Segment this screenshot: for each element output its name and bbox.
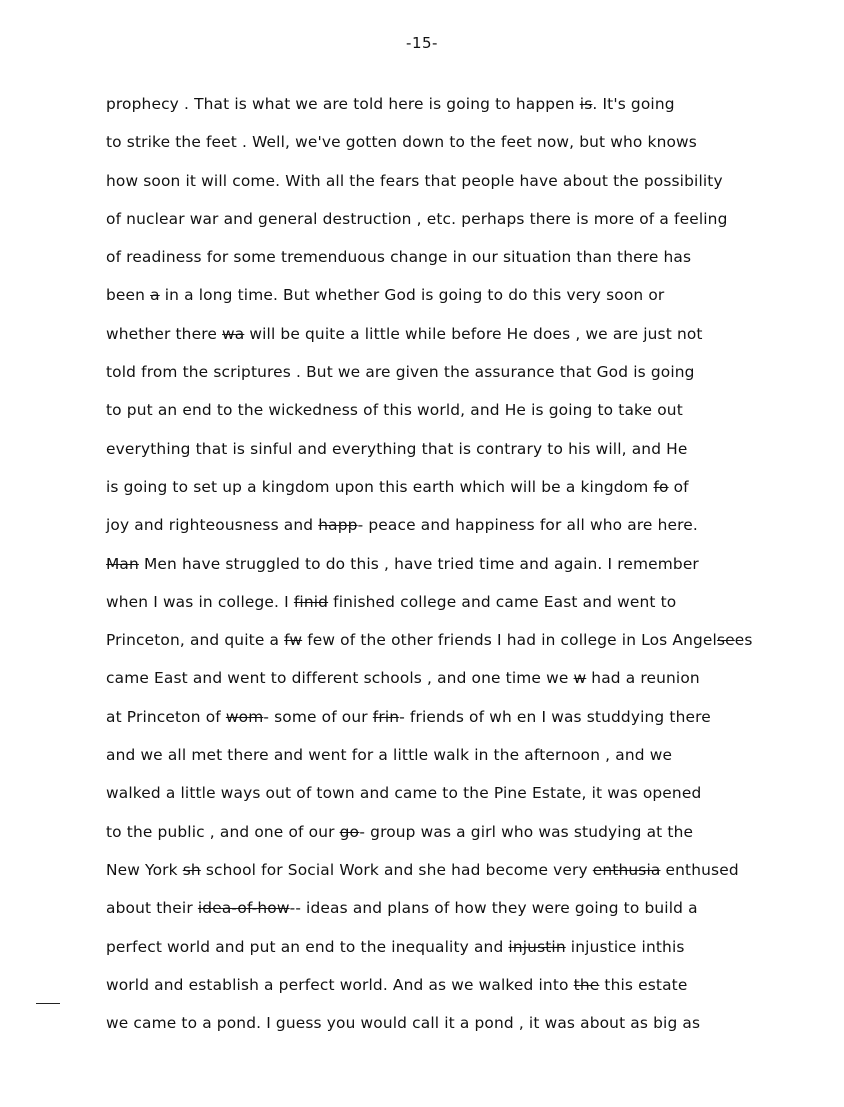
page-number: -15- [406, 34, 438, 52]
line-text: enthused [660, 860, 739, 879]
line-text: - friends of wh en I was studdying there [399, 707, 711, 726]
line-text: had a reunion [586, 669, 700, 688]
line-text: when I was in college. I [106, 592, 294, 611]
text-line [106, 743, 806, 781]
line-text: is going to set up a kingdom upon this earth which will be a kingdom [106, 477, 654, 496]
text-line [106, 1011, 806, 1049]
text-line [106, 973, 806, 1011]
line-text: school for Social Work and she had become very [200, 860, 593, 879]
line-text: walked a little ways out of town and came to the Pine Estate, it was opened [106, 784, 702, 803]
line-text: es [734, 631, 753, 650]
line-text: this estate [599, 975, 688, 994]
line-text: world and establish a perfect world. And as we walked into [106, 975, 574, 994]
text-line [106, 552, 806, 590]
line-text: told from the scriptures . But we are given the assurance that God is going [106, 363, 695, 382]
line-text: to strike the feet . Well, we've gotten down to the feet now, but who knows [106, 133, 697, 152]
line-text: how soon it will come. With all the fears that people have about the possibility [106, 171, 723, 190]
line-text: - peace and happiness for all who are here. [357, 516, 698, 535]
line-text: prophecy . That is what we are told here is going to happen [106, 95, 580, 113]
line-text: . It's going [592, 95, 675, 113]
text-line [106, 322, 806, 360]
line-text: - some of our [263, 707, 373, 726]
line-text: Men have struggled to do this , have tried time and again. I remember [138, 554, 699, 573]
struck-text: wom [225, 707, 264, 726]
line-text: to the public , and one of our [106, 822, 340, 841]
text-line [106, 781, 806, 819]
line-text: few of the other friends I had in college in Los Angel [302, 631, 717, 650]
struck-text: Man [106, 554, 139, 573]
margin-mark [36, 1003, 60, 1004]
text-line [106, 590, 806, 628]
struck-text: is [579, 95, 593, 113]
transcript-body [106, 92, 806, 1049]
struck-text: wa [222, 324, 245, 343]
line-text: injustice inthis [565, 937, 685, 956]
struck-text: fo [653, 477, 669, 496]
line-text: everything that is sinful and everything that is contrary to his will, and He [106, 439, 688, 458]
line-text: -- ideas and plans of how they were going to build a [289, 899, 698, 918]
text-line [106, 283, 806, 321]
struck-text: sh [182, 860, 201, 879]
struck-text: happ [318, 516, 358, 535]
struck-text: enthusia [592, 860, 661, 879]
text-line [106, 858, 806, 896]
text-line [106, 130, 806, 168]
line-text: came East and went to different schools , and one time we [106, 669, 574, 688]
text-line [106, 705, 806, 743]
line-text: to put an end to the wickedness of this world, and He is going to take out [106, 401, 683, 420]
text-line [106, 513, 806, 551]
text-line [106, 628, 806, 666]
line-text: at Princeton of [106, 707, 226, 726]
line-text: about their [106, 899, 198, 918]
line-text: will be quite a little while before He does , we are just not [244, 324, 703, 343]
line-text: of [668, 477, 689, 496]
struck-text: frin [372, 707, 400, 726]
struck-text: the [573, 975, 600, 994]
text-line [106, 935, 806, 973]
struck-text: a [150, 286, 160, 305]
line-text: joy and righteousness and [106, 516, 319, 535]
struck-text: fw [284, 631, 303, 650]
text-line [106, 820, 806, 858]
line-text: finished college and came East and went to [328, 592, 677, 611]
line-text: been [106, 286, 151, 305]
line-text: perfect world and put an end to the inequality and [106, 937, 509, 956]
text-line [106, 169, 806, 207]
struck-text: se [716, 631, 735, 650]
text-line [106, 475, 806, 513]
struck-text: w [573, 669, 587, 688]
text-line [106, 666, 806, 704]
struck-text: injustin [508, 937, 566, 956]
line-text: whether there [106, 324, 222, 343]
text-line [106, 92, 806, 130]
line-text: - group was a girl who was studying at the [359, 822, 694, 841]
line-text: Princeton, and quite a [106, 631, 285, 650]
line-text: in a long time. But whether God is going to do this very soon or [159, 286, 665, 305]
line-text: of readiness for some tremenduous change in our situation than there has [106, 248, 692, 267]
line-text: of nuclear war and general destruction , etc. perhaps there is more of a feeling [106, 209, 728, 228]
text-line [106, 360, 806, 398]
text-line [106, 896, 806, 934]
text-line [106, 398, 806, 436]
line-text: and we all met there and went for a little walk in the afternoon , and we [106, 746, 673, 765]
line-text: we came to a pond. I guess you would call it a pond , it was about as big as [106, 1014, 701, 1033]
line-text: New York [106, 860, 183, 879]
text-line [106, 245, 806, 283]
struck-text: idea-of-how [197, 899, 290, 918]
struck-text: go [339, 822, 360, 841]
text-line [106, 207, 806, 245]
text-line [106, 437, 806, 475]
struck-text: finid [293, 592, 329, 611]
